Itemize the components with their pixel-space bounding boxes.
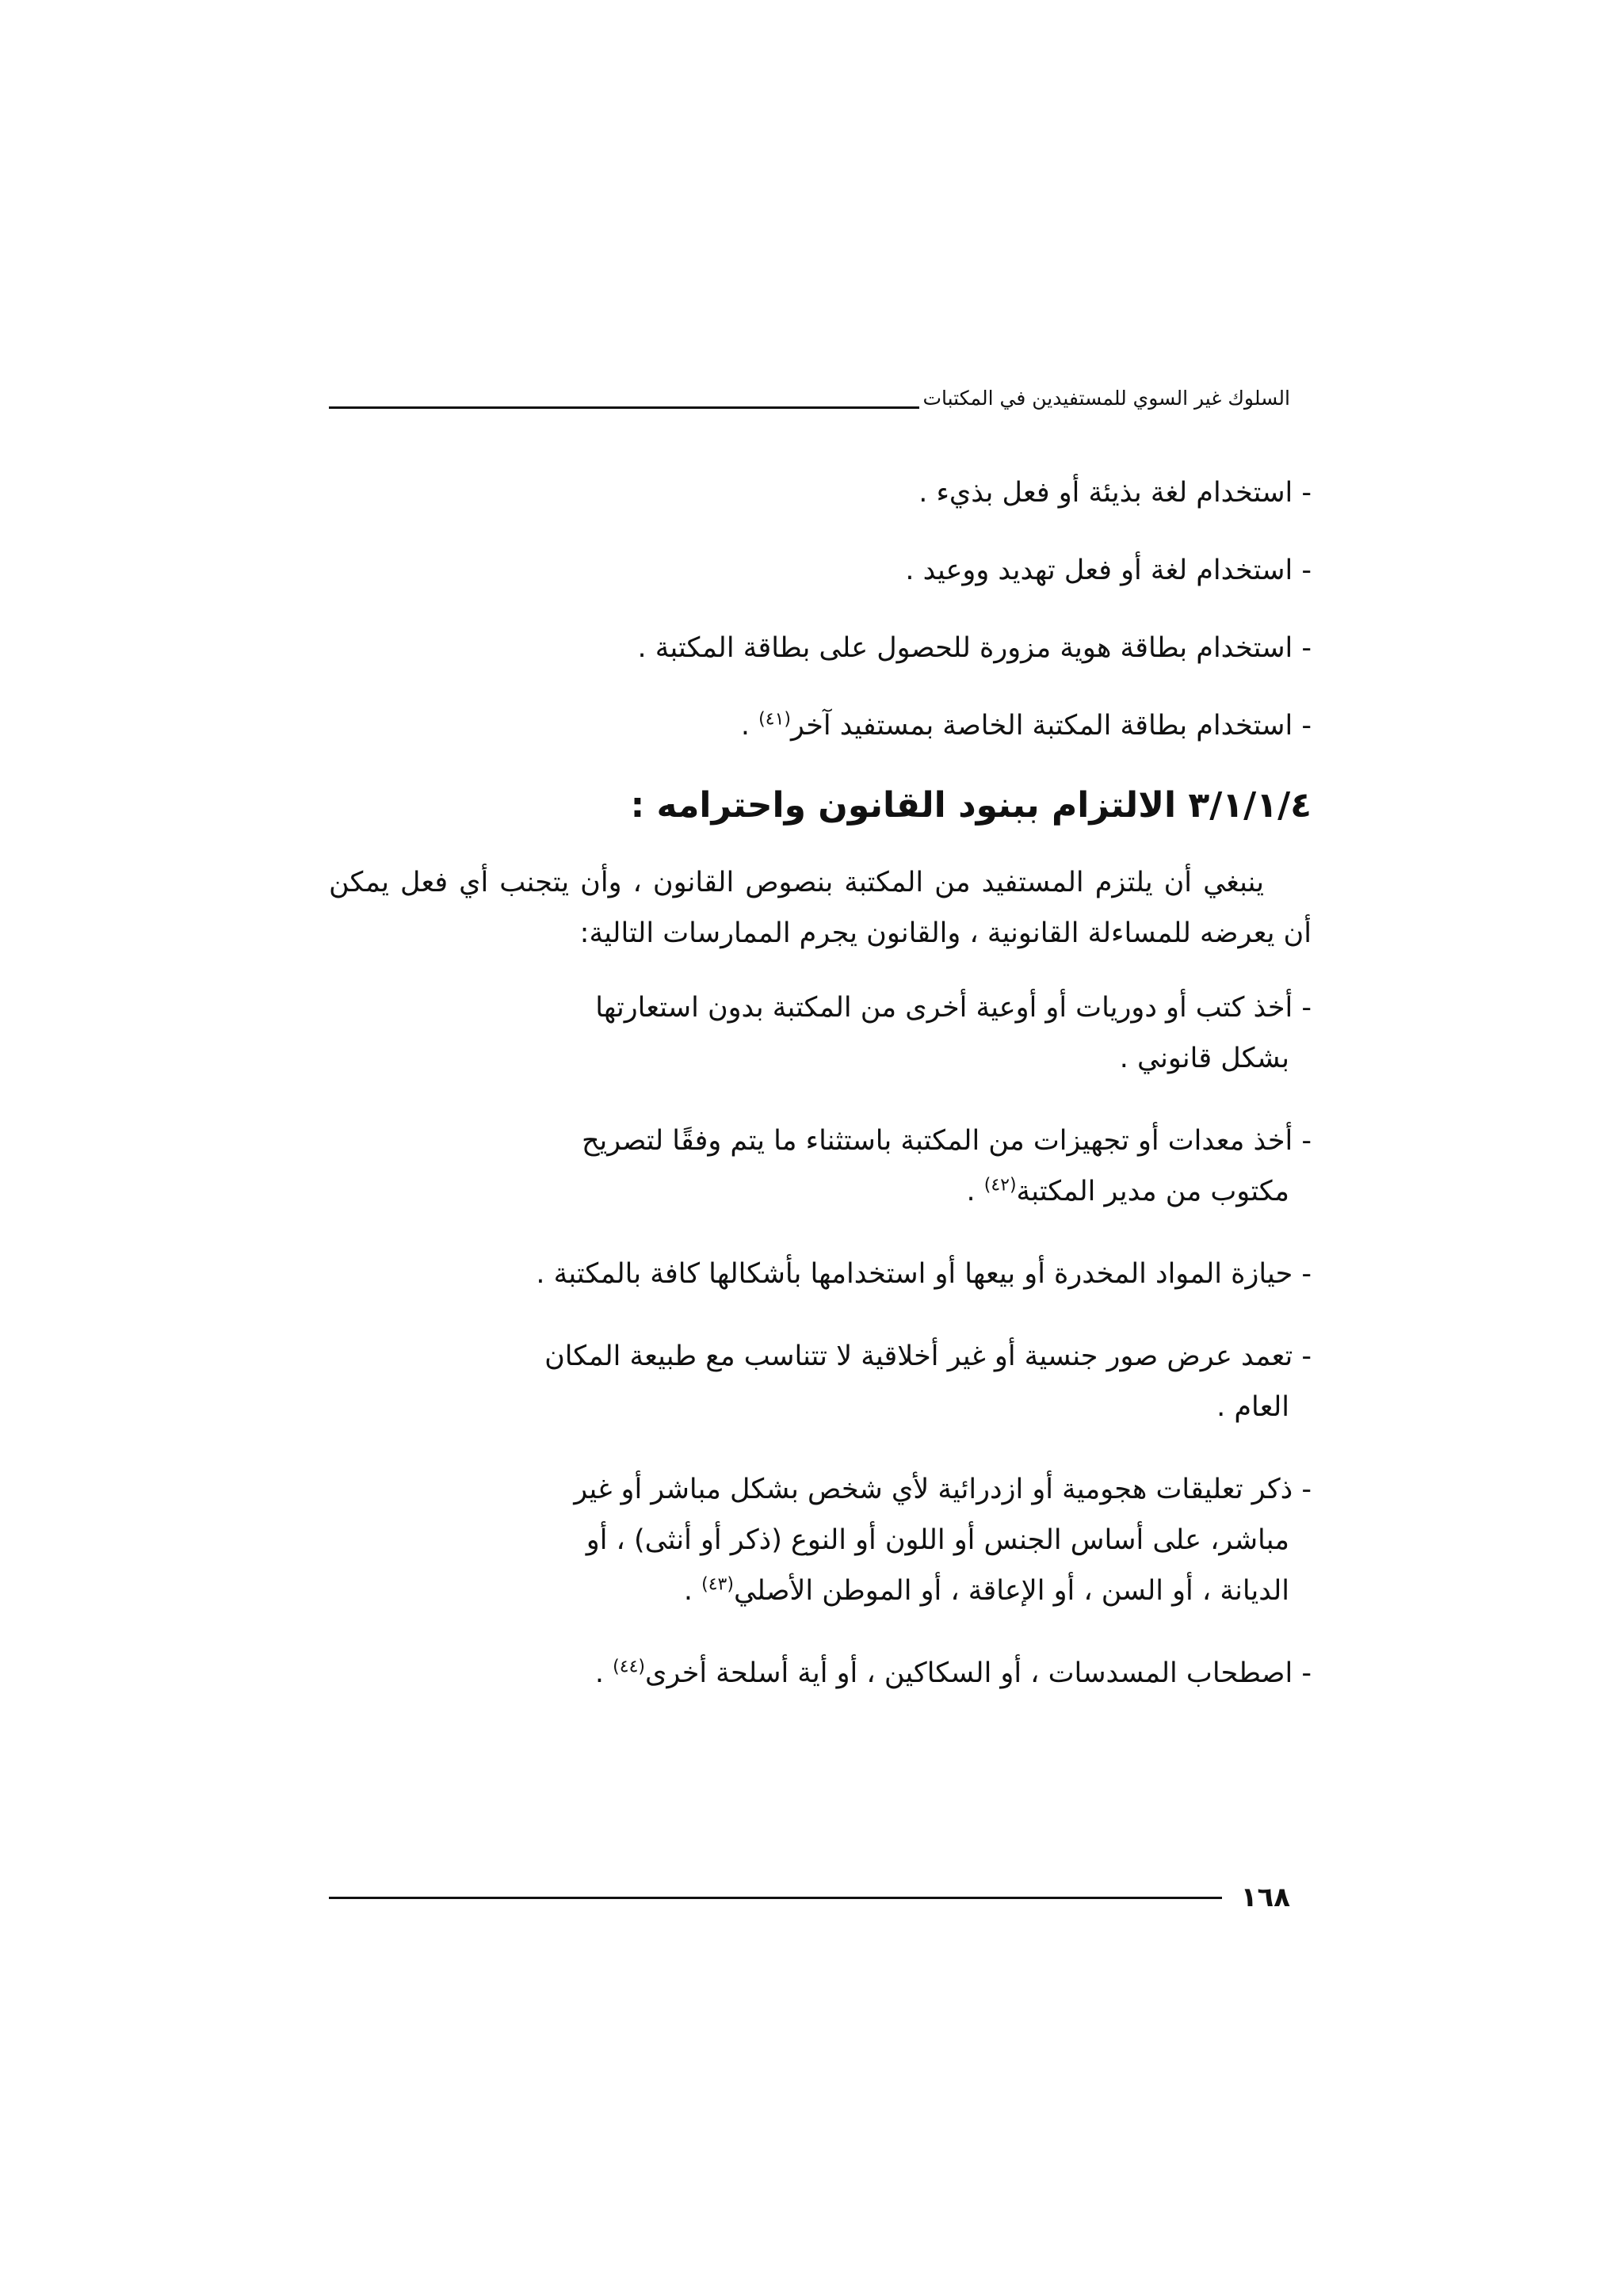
list-item: - اصطحاب المسدسات ، أو السكاكين ، أو أية أسلحة أخرى$^{(٤٤)}$ .	[594, 1657, 1312, 1689]
page-body	[329, 467, 1312, 1730]
footnote-ref: (٤١)	[758, 709, 791, 730]
page-footer	[329, 1878, 1290, 1917]
section-heading: ٣/١/١/٤ الالتزام ببنود القانون واحترامه :	[630, 785, 1312, 826]
list-item: - أخذ كتب أو دوريات أو أوعية أخرى من المكتبة بدون استعارتها بشكل قانوني .	[595, 992, 1312, 1074]
section-intro: ينبغي أن يلتزم المستفيد من المكتبة بنصوص القانون ، وأن يتجنب أي فعل يمكن أن يعرضه للمساءلة القانونية ، والقانون يجرم الممارسات التالية:	[329, 867, 1312, 949]
running-header	[329, 379, 1290, 410]
list-item: - استخدام لغة بذيئة أو فعل بذيء .	[918, 477, 1312, 509]
list-item: - تعمد عرض صور جنسية أو غير أخلاقية لا تتناسب مع طبيعة المكان العام .	[544, 1341, 1312, 1423]
page-number: ١٦٨	[1240, 1882, 1290, 1913]
footer-rule	[329, 1897, 1222, 1899]
footnote-ref: (٤٣)	[701, 1574, 734, 1595]
list-item: - أخذ معدات أو تجهيزات من المكتبة باستثناء ما يتم وفقًا لتصريح مكتوب من مدير المكتبة$^{(٤٢)}$ .	[581, 1125, 1312, 1207]
list-item: - ذكر تعليقات هجومية أو ازدرائية لأي شخص بشكل مباشر أو غير مباشر، على أساس الجنس أو اللون أو النوع (ذكر أو أنثى) ، أو الديانة ، أو السن ، أو الإعاقة ، أو الموطن الأصلي$^{(٤٣)}$ .	[574, 1474, 1312, 1607]
list-item: - استخدام بطاقة المكتبة الخاصة بمستفيد آخر$^{(٤١)}$ .	[740, 709, 1312, 742]
footnote-ref: (٤٢)	[983, 1175, 1017, 1196]
footnote-ref: (٤٤)	[613, 1657, 645, 1677]
list-item: - استخدام لغة أو فعل تهديد ووعيد .	[905, 555, 1312, 586]
list-item: - استخدام بطاقة هوية مزورة للحصول على بطاقة المكتبة .	[637, 632, 1312, 664]
running-header-title: السلوك غير السوي للمستفيدين في المكتبات	[922, 387, 1290, 410]
header-rule	[329, 406, 919, 409]
list-item: - حيازة المواد المخدرة أو بيعها أو استخدامها بأشكالها كافة بالمكتبة .	[536, 1258, 1312, 1290]
